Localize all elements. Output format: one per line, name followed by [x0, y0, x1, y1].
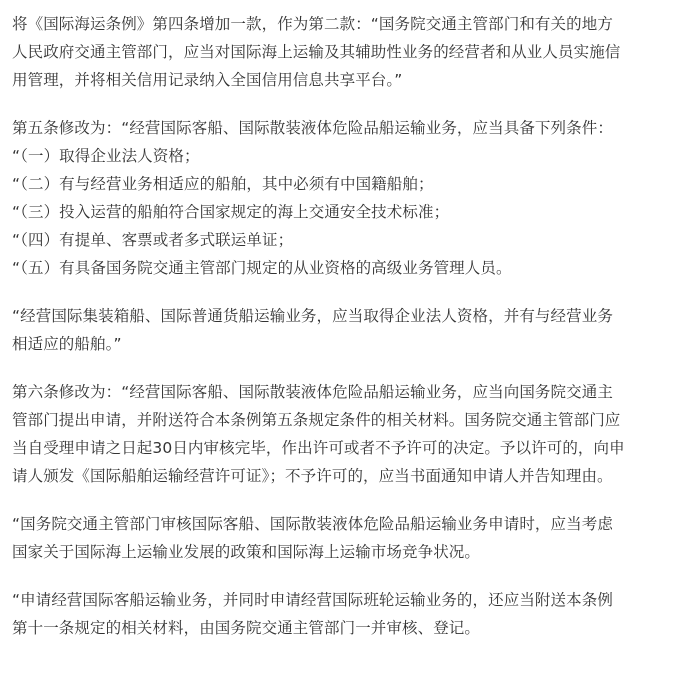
text-line: 请人颁发《国际船舶运输经营许可证》；不予许可的，应当书面通知申请人并告知理由。	[12, 467, 613, 485]
document-body	[12, 10, 682, 642]
paragraph-container-ship-requirements	[12, 302, 682, 358]
text-line: “申请经营国际客船运输业务，并同时申请经营国际班轮运输业务的，还应当附送本条例	[12, 591, 613, 609]
paragraph-spacer	[12, 490, 682, 510]
paragraph-spacer	[12, 94, 682, 114]
paragraph-liner-service-application	[12, 586, 682, 642]
text-line: 国家关于国际海上运输业发展的政策和国际海上运输市场竞争状况。	[12, 543, 481, 561]
text-line: “国务院交通主管部门审核国际客船、国际散装液体危险品船运输业务申请时，应当考虑	[12, 515, 613, 533]
list-item: “（三）投入运营的船舶符合国家规定的海上交通安全技术标准；	[12, 203, 450, 221]
text-line: 管部门提出申请，并附送符合本条例第五条规定条件的相关材料。国务院交通主管部门应	[12, 411, 621, 429]
paragraph-spacer	[12, 282, 682, 302]
text-line: 人民政府交通主管部门，应当对国际海上运输及其辅助性业务的经营者和从业人员实施信	[12, 43, 621, 61]
text-line: 第十一条规定的相关材料，由国务院交通主管部门一并审核、登记。	[12, 619, 481, 637]
text-line: “经营国际集装箱船、国际普通货船运输业务，应当取得企业法人资格，并有与经营业务	[12, 307, 613, 325]
paragraph-spacer	[12, 358, 682, 378]
list-item: “（五）有具备国务院交通主管部门规定的从业资格的高级业务管理人员。	[12, 259, 512, 277]
paragraph-review-considerations	[12, 510, 682, 566]
list-item: “（四）有提单、客票或者多式联运单证；	[12, 231, 294, 249]
text-line: 相适应的船舶。”	[12, 335, 122, 353]
paragraph-spacer	[12, 566, 682, 586]
list-item: “（一）取得企业法人资格；	[12, 147, 200, 165]
text-line: 第五条修改为：“经营国际客船、国际散装液体危险品船运输业务，应当具备下列条件：	[12, 119, 613, 137]
paragraph-article-6-amendment	[12, 378, 682, 490]
text-line: 当自受理申请之日起30日内审核完毕，作出许可或者不予许可的决定。予以许可的，向申	[12, 439, 625, 457]
paragraph-article-4-amendment	[12, 10, 682, 94]
text-line: 用管理，并将相关信用记录纳入全国信用信息共享平台。”	[12, 71, 403, 89]
paragraph-article-5-amendment	[12, 114, 682, 282]
text-line: 第六条修改为：“经营国际客船、国际散装液体危险品船运输业务，应当向国务院交通主	[12, 383, 613, 401]
text-line: 将《国际海运条例》第四条增加一款，作为第二款：“国务院交通主管部门和有关的地方	[12, 15, 613, 33]
list-item: “（二）有与经营业务相适应的船舶，其中必须有中国籍船舶；	[12, 175, 434, 193]
